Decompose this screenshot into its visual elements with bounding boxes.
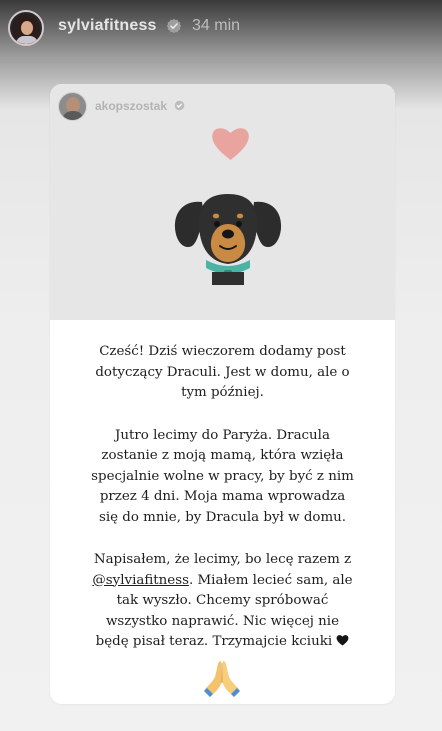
verified-badge-icon bbox=[174, 100, 185, 111]
black-heart-icon bbox=[336, 634, 349, 646]
shared-post-message bbox=[50, 342, 395, 675]
shared-post-card[interactable] bbox=[50, 84, 395, 704]
dachshund-dog-icon bbox=[172, 188, 284, 286]
message-paragraph: Jutro lecimy do Paryża. Dracula zostanie z moją mamą, która wzięła specjalnie wolne w pracy, by być z nim przez 4 dni. Moja mama wprowadza się do mnie, by Dracula był w domu. bbox=[91, 427, 354, 525]
profile-avatar[interactable] bbox=[8, 10, 44, 46]
shared-post-header bbox=[50, 84, 395, 320]
story-timestamp: 34 min bbox=[192, 17, 241, 34]
story-username[interactable]: sylviafitness bbox=[58, 17, 157, 34]
message-paragraph: Cześć! Dziś wieczorem dodamy post dotyczący Draculi. Jest w domu, ale o tym później. bbox=[95, 344, 350, 400]
shared-post-avatar[interactable] bbox=[58, 92, 87, 121]
story-header bbox=[0, 0, 442, 56]
message-paragraph: Napisałem, że lecimy, bo lecę razem z @sylviafitness. Miałem lecieć sam, ale tak wyszło. Chcemy spróbować wszystko naprawić. Nic więcej nie będę pisał teraz. Trzymajcie kciuki bbox=[92, 552, 353, 649]
verified-badge-icon bbox=[166, 18, 182, 34]
heart-icon bbox=[210, 124, 251, 162]
shared-post-username[interactable]: akopszostak bbox=[95, 99, 168, 113]
mention-link[interactable]: @sylviafitness bbox=[92, 572, 189, 588]
folded-hands-icon bbox=[200, 655, 244, 699]
